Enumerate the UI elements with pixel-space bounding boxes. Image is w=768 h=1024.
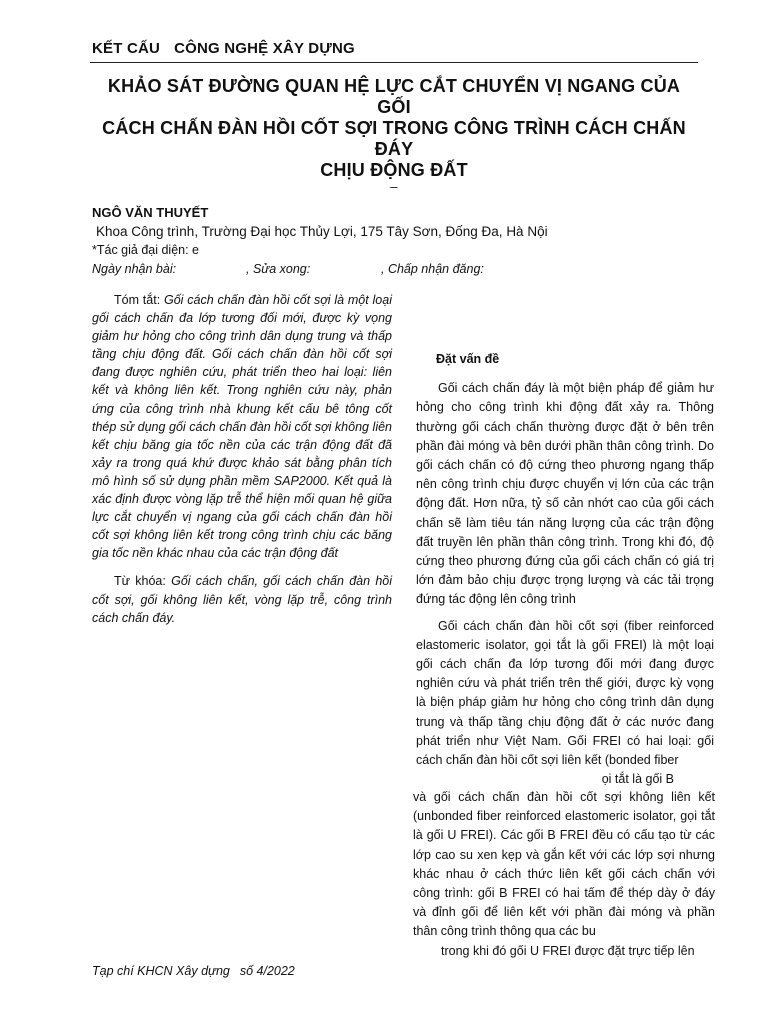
title-line-2: CÁCH CHẤN ĐÀN HỒI CỐT SỢI TRONG CÔNG TRÌNH CÁCH CHẤN ĐÁY: [102, 118, 686, 159]
author-affiliation: Khoa Công trình, Trường Đại học Thủy Lợi, 175 Tây Sơn, Đống Đa, Hà Nội: [96, 224, 548, 239]
page-footer: [92, 964, 295, 978]
title-line-3: CHỊU ĐỘNG ĐẤT: [320, 160, 468, 180]
abstract: [92, 291, 392, 627]
header-section: KẾT CẤU: [92, 40, 161, 57]
title-dash: –: [390, 179, 398, 194]
date-revised: , Sửa xong:: [246, 262, 311, 276]
footer-issue: số 4/2022: [239, 964, 295, 978]
abstract-label: Tóm tắt:: [114, 293, 164, 307]
footer-journal: Tạp chí KHCN Xây dựng: [92, 964, 230, 978]
intro-section: [416, 350, 714, 789]
article-dates: [92, 262, 522, 276]
corresponding-author: *Tác giả đại diện: e: [92, 243, 200, 257]
title-line-1: KHẢO SÁT ĐƯỜNG QUAN HỆ LỰC CẮT CHUYỂN VỊ NGANG CỦA GỐI: [107, 76, 681, 117]
intro-paragraph-3-tail: trong khi đó gối U FREI được đặt trực tiếp lên: [441, 943, 695, 958]
intro-paragraph-2-text: Gối cách chấn đàn hồi cốt sợi (fiber reinforced elastomeric isolator, gọi tắt là gối FREI) là một loại gối cách chấn đa lớp tương đối mới đang được nghiên cứu và phát triển trên thế giới, được kỳ vọng là biện pháp giảm hư hỏng cho công trình dân dụng trung và thấp tầng chịu động đất ở các nước đang phát triển như Việt Nam. Gối FREI có hai loại: gối cách chấn đàn hồi cốt sợi liên kết (bonded fiber: [416, 618, 714, 768]
intro-paragraph-2-tail: ọi tắt là gối B: [601, 772, 674, 787]
intro-paragraph-2: [416, 617, 714, 790]
keywords-paragraph: [92, 572, 392, 626]
intro-paragraph-3: và gối cách chấn đàn hồi cốt sợi không liên kết (unbonded fiber reinforced elastomeric isolator, gọi tắt là gối U FREI). Các gối B FREI đều có cấu tạo từ các lớp cao su xen kẹp và gắn kết với các lớp sợi nhưng khác nhau ở cách thức liên kết gối cách chấn với công trình: gối B FREI có hai tấm để thép dày ở đáy và đỉnh gối để liên kết với phần đài móng và phần thân công trình thông qua các bu: [413, 790, 715, 939]
keywords-label: Từ khóa:: [114, 574, 172, 589]
journal-header: [92, 40, 692, 57]
author-name: NGÔ VĂN THUYẾT: [92, 205, 209, 220]
intro-paragraph-1: Gối cách chấn đáy là một biện pháp để giảm hư hỏng cho công trình khi động đất xảy ra. Thông thường gối cách chấn thường được đặt ở bên trên phần đài móng và bên dưới phần thân công trình. Do gối cách chấn có độ cứng theo phương ngang thấp nên công trình chịu được chuyển vị lớn của các trận động đất. Hơn nữa, tỷ số cản nhớt cao của gối cách chấn sẽ làm tiêu tán năng lượng của các trận động đất truyền lên phần thân công trình. Trong khi đó, độ cứng theo phương đứng của gối cách chấn có giá trị lớn đảm bảo chịu được trọng lượng và các tải trọng đứng tác động lên công trình: [416, 381, 714, 607]
header-rule: [90, 62, 698, 63]
paper-title: [92, 76, 696, 193]
header-subsection: CÔNG NGHỆ XÂY DỰNG: [174, 40, 355, 57]
date-accepted: , Chấp nhận đăng:: [381, 262, 484, 276]
keywords-text: Gối cách chấn, gối cách chấn đàn hồi cốt sợi, gối không liên kết, vòng lặp trễ, công trình cách chấn đáy.: [92, 574, 392, 625]
section-heading: Đặt vấn đề: [436, 352, 500, 366]
date-received: Ngày nhận bài:: [92, 262, 177, 276]
intro-continuation: [413, 788, 715, 961]
abstract-paragraph: [92, 291, 392, 562]
abstract-text: Gối cách chấn đàn hồi cốt sợi là một loại gối cách chấn đa lớp tương đối mới, được kỳ vọng giảm hư hỏng cho công trình dân dụng trung và thấp tầng chịu động đất. Gối cách chấn đàn hồi cốt sợi đang được nghiên cứu, phát triển theo hai loại: liên kết và không liên kết. Trong nghiên cứu này, phản ứng của công trình nhà khung kết cấu bê tông cốt thép sử dụng gối cách chấn đàn hồi cốt sợi không liên kết chịu băng gia tốc nền của các trận động đất đã xảy ra trong quá khứ được khảo sát bằng phân tích mô hình số sử dụng phần mềm SAP2000. Kết quả là xác định được vòng lặp trễ thể hiện mối quan hệ giữa lực cắt chuyển vị ngang của gối cách chấn đàn hồi cốt sợi không liên kết trong công trình chịu các băng gia tốc nền khác nhau của các trận động đất: [92, 293, 392, 561]
